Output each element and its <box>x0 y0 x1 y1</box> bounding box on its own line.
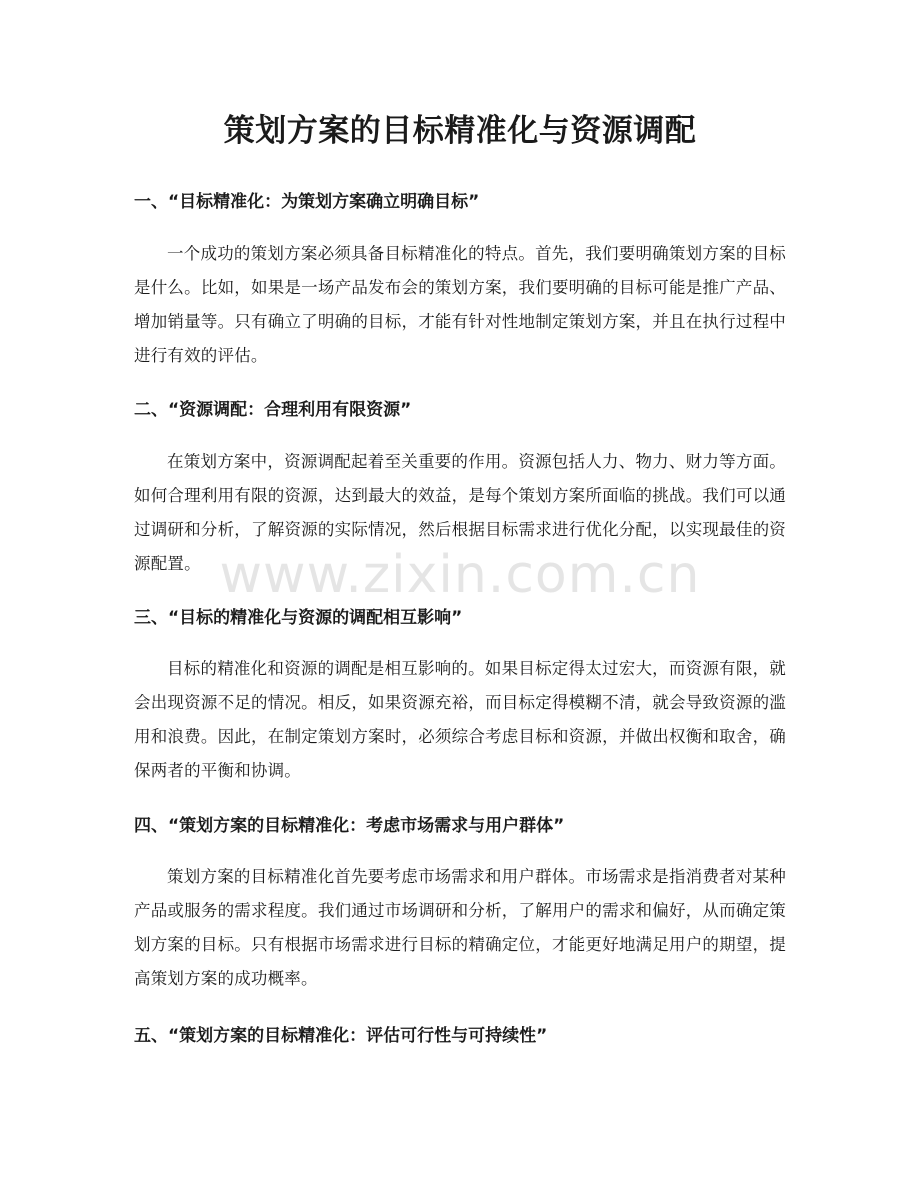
section-body-3: 目标的精准化和资源的调配是相互影响的。如果目标定得太过宏大，而资源有限，就会出现资源不足的情况。相反，如果资源充裕，而目标定得模糊不清，就会导致资源的滥用和浪费。因此，在制定策划方案时，必须综合考虑目标和资源，并做出权衡和取舍，确保两者的平衡和协调。 <box>134 659 786 780</box>
section-heading-1: 一、“目标精准化：为策划方案确立明确目标” <box>134 192 480 212</box>
section-heading-5: 五、“策划方案的目标精准化：评估可行性与可持续性” <box>134 1026 548 1046</box>
section-body-2: 在策划方案中，资源调配起着至关重要的作用。资源包括人力、物力、财力等方面。如何合理利用有限的资源，达到最大的效益，是每个策划方案所面临的挑战。我们可以通过调研和分析，了解资源的实际情况，然后根据目标需求进行优化分配，以实现最佳的资源配置。 <box>134 452 786 573</box>
watermark: www.zixin.com.cn <box>219 545 701 605</box>
section-heading-3: 三、“目标的精准化与资源的调配相互影响” <box>134 608 463 628</box>
section-heading-2: 二、“资源调配：合理利用有限资源” <box>134 400 412 420</box>
document-title: 策划方案的目标精准化与资源调配 <box>223 113 697 149</box>
section-body-4: 策划方案的目标精准化首先要考虑市场需求和用户群体。市场需求是指消费者对某种产品或服务的需求程度。我们通过市场调研和分析，了解用户的需求和偏好，从而确定策划方案的目标。只有根据市场需求进行目标的精确定位，才能更好地满足用户的期望，提高策划方案的成功概率。 <box>134 867 786 988</box>
section-heading-4: 四、“策划方案的目标精准化：考虑市场需求与用户群体” <box>134 816 565 836</box>
section-body-1: 一个成功的策划方案必须具备目标精准化的特点。首先，我们要明确策划方案的目标是什么。比如，如果是一场产品发布会的策划方案，我们要明确的目标可能是推广产品、增加销量等。只有确立了明确的目标，才能有针对性地制定策划方案，并且在执行过程中进行有效的评估。 <box>134 244 786 365</box>
